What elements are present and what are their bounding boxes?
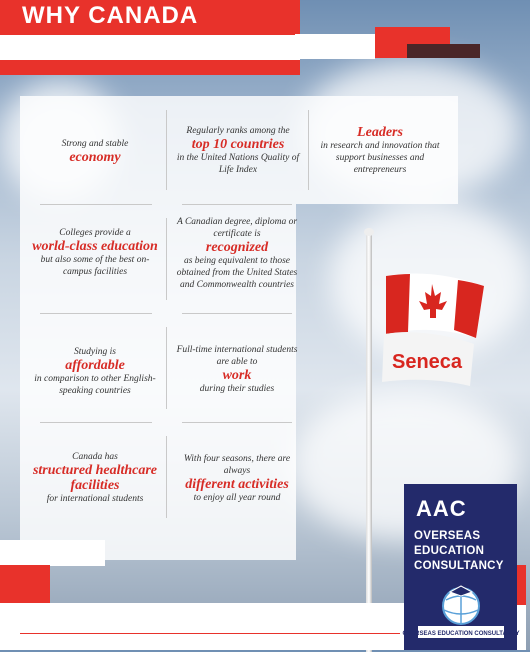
deco-white-block [0,540,105,566]
logo-line: CONSULTANCY [414,560,504,572]
divider [182,422,292,423]
benefit-text: for international students [46,494,144,504]
benefit-text: to enjoy all year round [193,493,281,503]
deco-red-block [0,565,50,603]
benefit-text: but also some of the best on-campus facilities [40,255,150,277]
flags-graphic [372,268,492,393]
deco-white-block [295,34,375,59]
divider [166,110,167,190]
deco-red-slab [0,60,300,75]
globe-badge-icon [402,582,520,644]
divider [166,327,167,409]
divider [182,313,292,314]
aac-logo [402,484,520,650]
logo-line: EDUCATION [414,545,485,557]
benefit-economy [30,138,160,165]
footer-red-line [20,633,400,634]
benefit-highlight: recognized [205,240,269,255]
benefit-text: With four seasons, there are always [183,454,291,476]
logo-badge-text: OVERSEAS EDUCATION CONSULTANCY [402,631,520,637]
flag-pole-tip [364,228,374,236]
deco-dark-block [407,44,480,58]
benefit-text: in research and innovation that support businesses and entrepreneurs [320,141,440,175]
benefit-highlight: economy [69,150,121,165]
benefit-text: Canada has [72,452,118,462]
benefit-highlight: top 10 countries [191,137,285,152]
divider [40,422,152,423]
benefit-highlight: structured healthcare facilities [32,463,158,493]
deco-red-block [517,565,526,605]
benefit-activities [176,453,298,504]
benefit-work [176,344,298,395]
benefit-recognized [176,216,298,291]
divider [40,313,152,314]
benefit-highlight: Leaders [357,125,403,140]
divider [182,204,292,205]
benefit-text: A Canadian degree, diploma or certificate is [176,217,298,239]
divider [40,204,152,205]
benefit-text: during their studies [199,384,275,394]
benefit-highlight: different activities [185,477,289,492]
header-banner [0,0,300,35]
benefit-text: Strong and stable [61,139,129,149]
flag-text: Seneca [392,351,463,373]
page-title: WHY CANADA [22,2,199,29]
benefit-text: in the United Nations Quality of Life Index [176,153,300,175]
divider [166,218,167,300]
benefit-text: Full-time international students are able to [176,345,298,367]
benefit-highlight: work [222,368,252,383]
benefit-healthcare [32,451,158,505]
benefit-top-10 [174,125,302,176]
benefit-affordable [32,346,158,397]
benefit-leaders [316,125,444,176]
logo-mark: AAC [416,496,467,521]
canada-flag [386,274,484,338]
seneca-flag [382,332,474,386]
benefit-world-class [32,227,158,278]
benefit-highlight: affordable [65,358,125,373]
benefit-text: as being equivalent to those obtained from the United States and Commonwealth countries [176,256,298,290]
benefit-text: Regularly ranks among the [186,126,290,136]
benefit-text: Colleges provide a [59,228,131,238]
benefit-highlight: world-class education [32,239,158,254]
divider [166,436,167,518]
benefit-text: Studying is [74,347,116,357]
logo-line: OVERSEAS [414,530,481,542]
divider [308,110,309,190]
benefit-text: in comparison to other English-speaking countries [34,374,156,396]
